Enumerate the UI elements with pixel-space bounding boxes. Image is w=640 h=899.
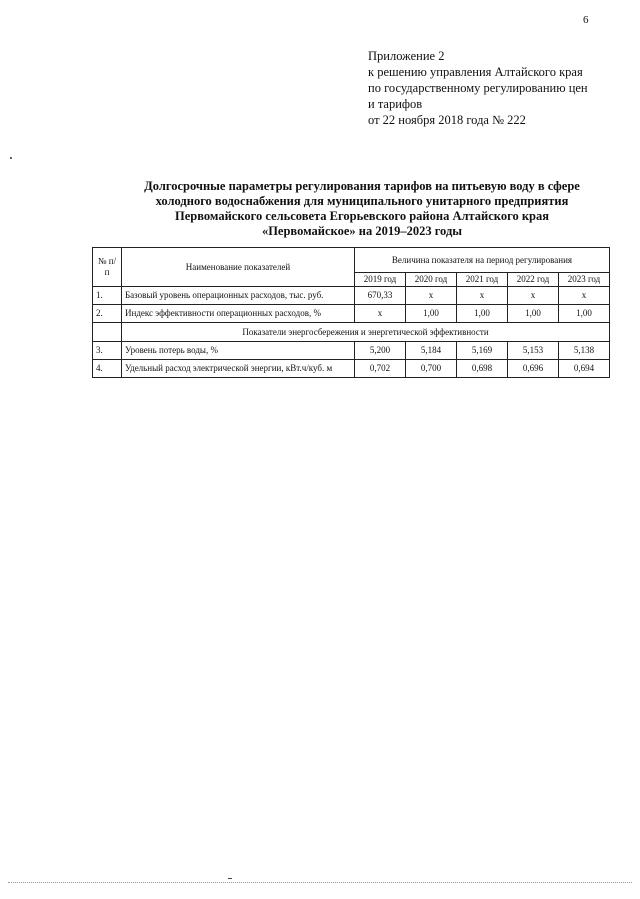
document-title [92,179,632,239]
parameters-table [92,247,610,378]
appendix-line: и тарифов [368,97,423,111]
appendix-line: Приложение 2 [368,49,445,63]
row-name: Базовый уровень операционных расходов, тыс. руб. [122,287,355,305]
scan-artifact-dot [10,157,12,159]
appendix-block [368,48,618,128]
row-value: 0,696 [508,360,559,378]
row-value: 5,200 [355,342,406,360]
row-value: 0,702 [355,360,406,378]
row-value: х [457,287,508,305]
scan-bottom-edge [8,882,632,883]
section-title: Показатели энергосбережения и энергетической эффективности [122,323,610,342]
title-line: холодного водоснабжения для муниципального унитарного предприятия [155,194,569,208]
row-value: 0,694 [559,360,610,378]
row-value: х [559,287,610,305]
row-value: 5,184 [406,342,457,360]
section-row [93,323,610,342]
row-value: 5,169 [457,342,508,360]
row-name: Удельный расход электрической энергии, кВт.ч/куб. м [122,360,355,378]
table-row [93,342,610,360]
row-value: 5,138 [559,342,610,360]
section-num-cell [93,323,122,342]
page-number: 6 [583,14,589,26]
header-name: Наименование показателей [122,248,355,287]
scan-artifact-mark [228,878,232,879]
row-value: 1,00 [457,305,508,323]
row-value: 1,00 [559,305,610,323]
table-row [93,305,610,323]
row-value: 0,700 [406,360,457,378]
title-line: Долгосрочные параметры регулирования тарифов на питьевую воду в сфере [144,179,580,193]
row-name: Индекс эффективности операционных расходов, % [122,305,355,323]
title-line: «Первомайское» на 2019–2023 годы [261,224,463,238]
row-num: 4. [93,360,122,378]
row-num: 3. [93,342,122,360]
header-period-group: Величина показателя на период регулирования [355,248,610,273]
header-year: 2022 год [508,273,559,287]
header-year: 2019 год [355,273,406,287]
title-line: Первомайского сельсовета Егорьевского района Алтайского края [175,209,549,223]
row-num: 2. [93,305,122,323]
row-value: х [508,287,559,305]
row-value: 0,698 [457,360,508,378]
row-num: 1. [93,287,122,305]
table-row [93,287,610,305]
header-num: № п/п [93,248,122,287]
header-year: 2023 год [559,273,610,287]
row-value: 1,00 [508,305,559,323]
header-year: 2021 год [457,273,508,287]
row-value: 1,00 [406,305,457,323]
row-value: х [406,287,457,305]
row-value: 670,33 [355,287,406,305]
row-value: х [355,305,406,323]
appendix-line: к решению управления Алтайского края [368,65,583,79]
table-row [93,360,610,378]
appendix-line: по государственному регулированию цен [368,81,588,95]
appendix-line: от 22 ноября 2018 года № 222 [368,113,526,127]
row-value: 5,153 [508,342,559,360]
row-name: Уровень потерь воды, % [122,342,355,360]
header-year: 2020 год [406,273,457,287]
